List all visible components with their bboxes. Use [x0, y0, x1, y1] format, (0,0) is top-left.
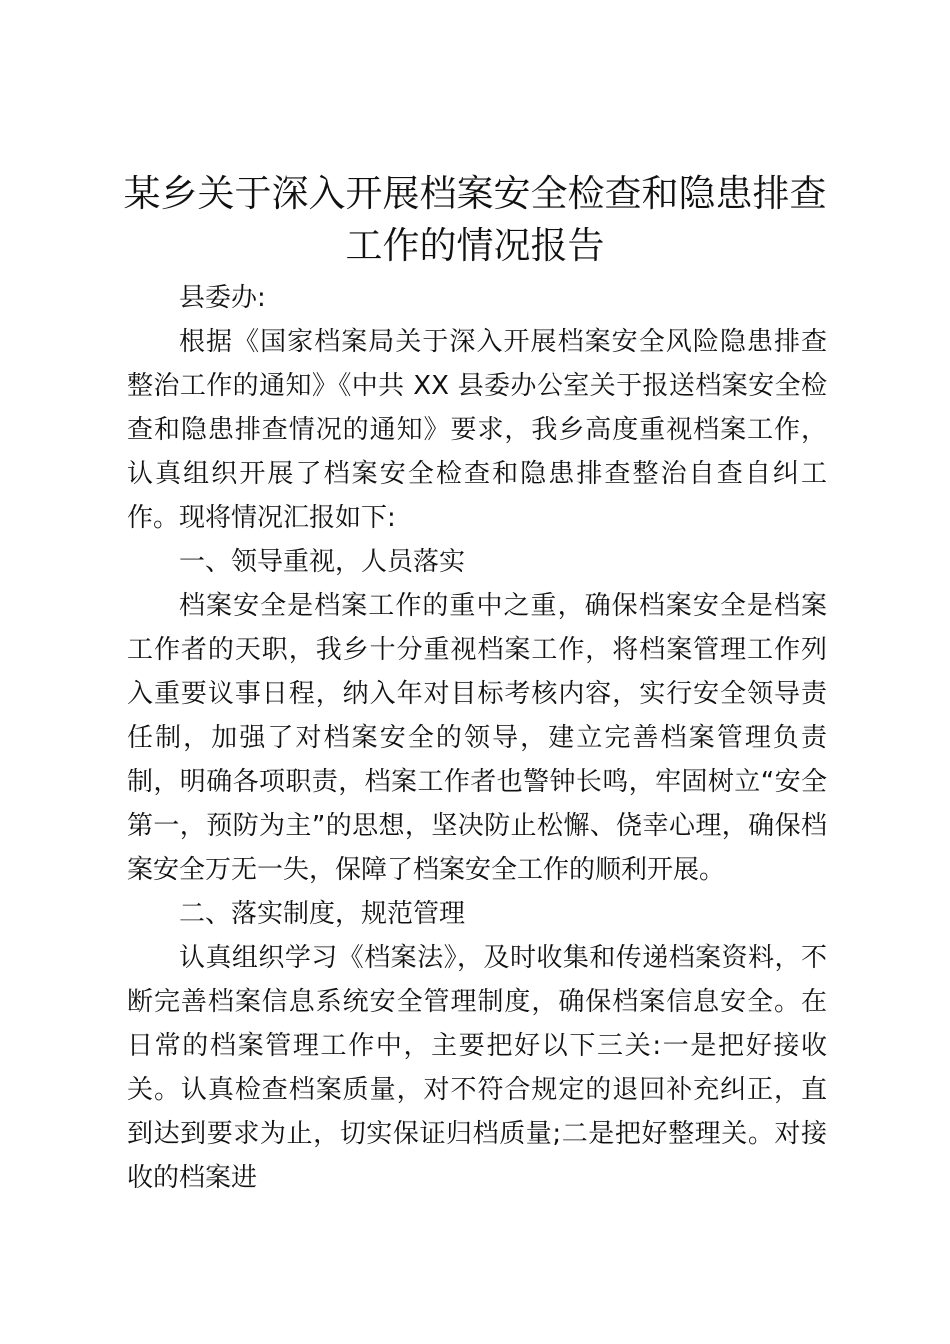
document-title: 某乡关于深入开展档案安全检查和隐患排查工作的情况报告 — [123, 172, 827, 267]
section-1-heading: 一、领导重视，人员落实 — [179, 547, 466, 577]
intro-paragraph: 根据《国家档案局关于深入开展档案安全风险隐患排查整治工作的通知》《中共 XX 县委办公室关于报送档案安全检查和隐患排查情况的通知》要求，我乡高度重视档案工作，认真组织开展了档案安全检查和隐患排查整治自查自纠工作。现将情况汇报如下: — [127, 327, 827, 533]
document-body — [127, 276, 827, 1200]
salutation: 县委办: — [179, 283, 266, 313]
section-2-heading: 二、落实制度，规范管理 — [179, 899, 466, 929]
section-1-paragraph: 档案安全是档案工作的重中之重，确保档案安全是档案工作者的天职，我乡十分重视档案工作，将档案管理工作列入重要议事日程，纳入年对目标考核内容，实行安全领导责任制，加强了对档案安全的领导，建立完善档案管理负责制，明确各项职责，档案工作者也警钟长鸣，牢固树立“安全第一，预防为主”的思想，坚决防止松懈、侥幸心理，确保档案安全万无一失，保障了档案安全工作的顺利开展。 — [127, 591, 827, 885]
section-2-paragraph: 认真组织学习《档案法》，及时收集和传递档案资料，不断完善档案信息系统安全管理制度，确保档案信息安全。在日常的档案管理工作中，主要把好以下三关:一是把好接收关。认真检查档案质量，对不符合规定的退回补充纠正，直到达到要求为止，切实保证归档质量;二是把好整理关。对接收的档案进 — [127, 943, 827, 1193]
